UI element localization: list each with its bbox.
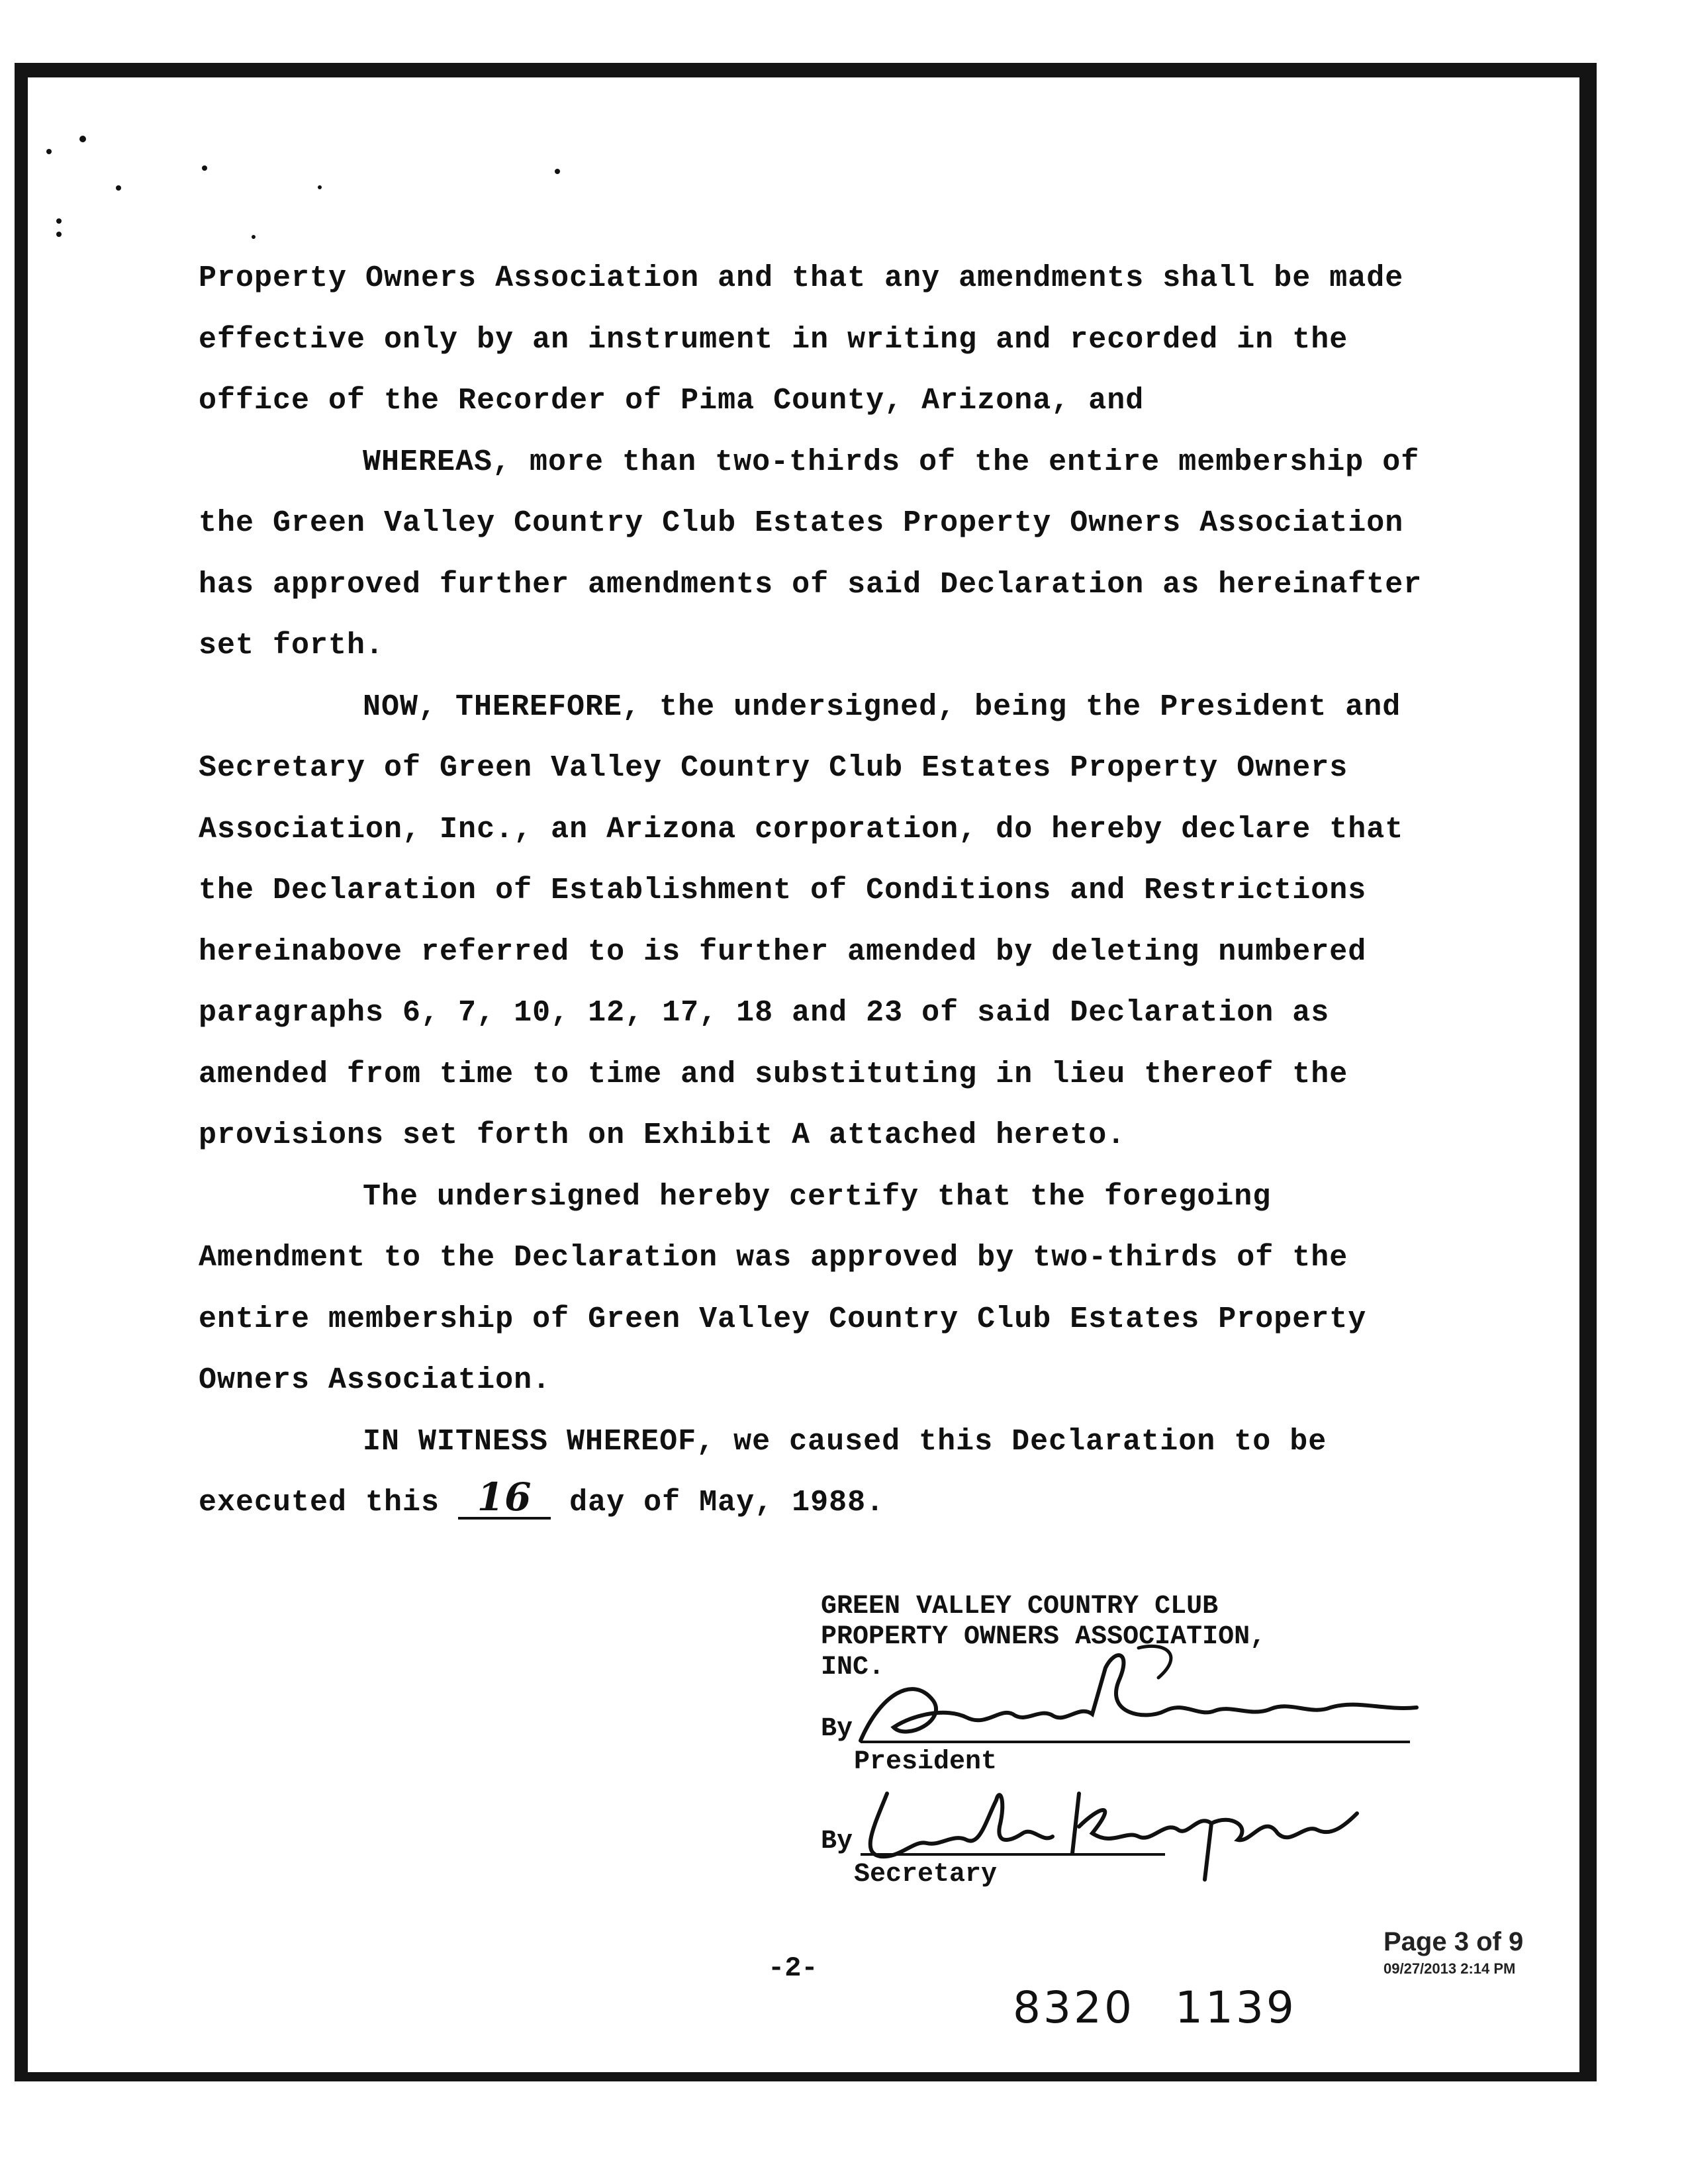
executed-prefix: executed this xyxy=(199,1486,440,1520)
stamp-date: 09/27/2013 2:14 PM xyxy=(1383,1960,1516,1977)
page-of-count: Page 3 of 9 xyxy=(1383,1927,1524,1956)
executed-suffix: day of May, 1988. xyxy=(569,1486,885,1520)
document-body xyxy=(199,248,1423,1534)
org-line-2: PROPERTY OWNERS ASSOCIATION, xyxy=(821,1622,1266,1652)
org-line-3: INC. xyxy=(821,1653,885,1682)
scan-speck xyxy=(46,149,52,154)
book-page-stamp: 8320 1139 xyxy=(1013,1982,1297,2033)
scan-speck xyxy=(202,165,207,171)
scan-speck xyxy=(56,232,62,237)
scan-speck xyxy=(116,185,121,191)
paragraph-3: NOW, THEREFORE, the undersigned, being the President and Secretary of Green Valley Country Club Estates Property Owners Association, Inc., an Arizona corporation, do hereby declare that the Declaration of Establishment of Conditions and Restrictions hereinabove referred to is further amended by deleting numbered paragraphs 6, 7, 10, 12, 17, 18 and 23 of said Declaration as amended from time to time and substituting in lieu thereof the provisions set forth on Exhibit A attached hereto. xyxy=(199,690,1404,1152)
by-label-secretary: By xyxy=(821,1827,853,1856)
paragraph-2: WHEREAS, more than two-thirds of the entire membership of the Green Valley Country Club Estates Property Owners Association has approved further amendments of said Declaration as hereinafter set forth. xyxy=(199,445,1423,662)
president-signature xyxy=(854,1641,1423,1754)
org-line-1: GREEN VALLEY COUNTRY CLUB xyxy=(821,1592,1219,1621)
scan-right-edge xyxy=(1579,63,1597,2081)
handwritten-day-value: 16 xyxy=(458,1477,551,1520)
paragraph-5: IN WITNESS WHEREOF, we caused this Declaration to be xyxy=(363,1424,1327,1459)
paragraph-4: The undersigned hereby certify that the foregoing Amendment to the Declaration was approved by two-thirds of the entire membership of Green Valley Country Club Estates Property Owners Association. xyxy=(199,1179,1367,1397)
paragraph-1: Property Owners Association and that any amendments shall be made effective only by an instrument in writing and recorded in the office of the Recorder of Pima County, Arizona, and xyxy=(199,261,1404,418)
scan-speck xyxy=(56,218,62,224)
executed-line xyxy=(199,1473,1423,1534)
secretary-title: Secretary xyxy=(854,1860,998,1889)
scan-speck xyxy=(252,235,256,239)
president-title: President xyxy=(854,1747,998,1777)
scan-speck xyxy=(79,136,86,142)
page-number: -2- xyxy=(768,1952,818,1984)
by-label-president: By xyxy=(821,1714,853,1744)
scan-speck xyxy=(318,185,322,189)
scan-speck xyxy=(555,169,560,174)
